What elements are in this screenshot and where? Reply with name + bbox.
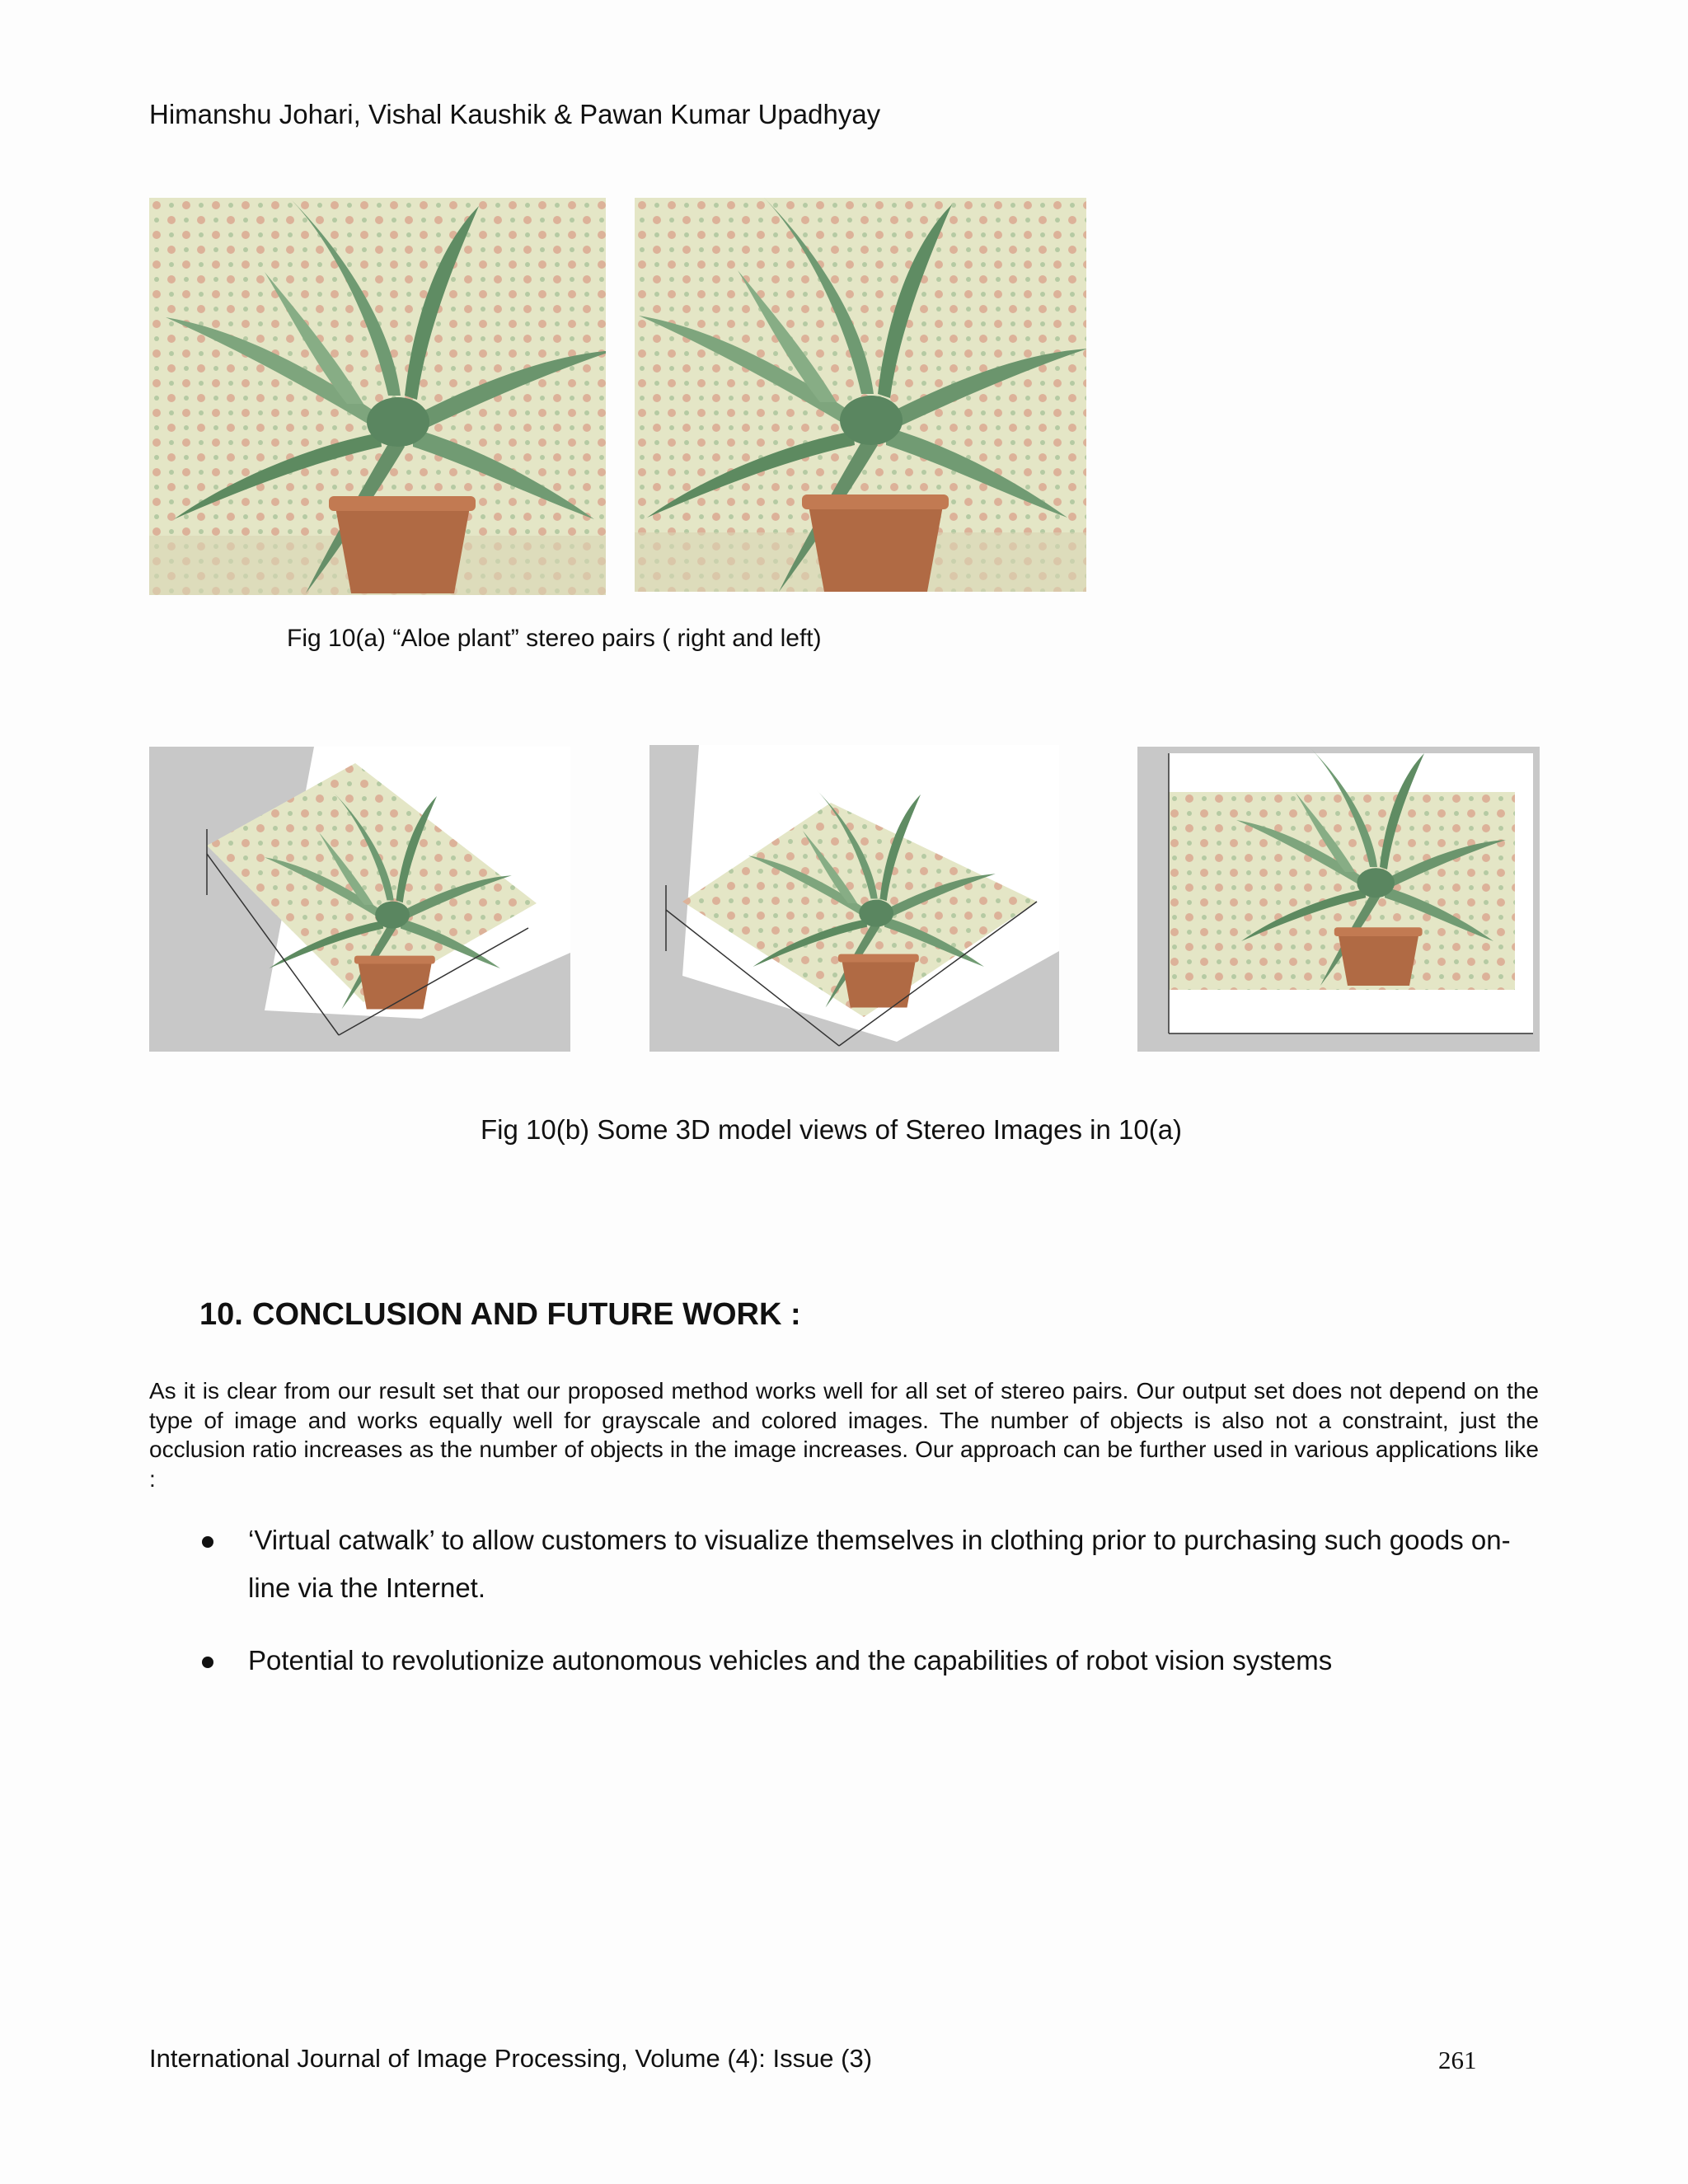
list-item-text: ‘Virtual catwalk’ to allow customers to visualize themselves in clothing prior to purchasing such goods on-line via the Internet. [248,1525,1511,1603]
section-heading [199,1297,801,1333]
figure-b-view-3 [1137,747,1540,1052]
list-item [149,1516,1542,1612]
figure-b-view-2 [649,745,1059,1052]
figure-a-caption: Fig 10(a) “Aloe plant” stereo pairs ( right and left) [287,625,822,652]
footer-journal: International Journal of Image Processing, Volume (4): Issue (3) [149,2044,873,2073]
figure-b-view-1 [149,747,570,1052]
list-item [149,1637,1542,1685]
figure-b-caption: Fig 10(b) Some 3D model views of Stereo Images in 10(a) [481,1114,1183,1145]
bullet-icon [202,1657,213,1668]
section-title: CONCLUSION AND FUTURE WORK : [252,1297,801,1332]
section-number: 10. [199,1297,243,1332]
list-item-text: Potential to revolutionize autonomous vehicles and the capabilities of robot vision systems [248,1645,1333,1675]
page-number: 261 [1438,2046,1477,2074]
figure-a-left-image [635,198,1086,592]
figure-a-right-image [149,198,606,595]
conclusion-paragraph: As it is clear from our result set that our proposed method works well for all set of stereo pairs. Our output set does not depend on the type of image and works equally well for grayscale and colored images. The number of objects is also not a constraint, just the occlusion ratio increases as the number of objects in the image increases. Our approach can be further used in various applications like : [149,1378,1539,1492]
bullet-icon [202,1536,213,1548]
running-head-authors: Himanshu Johari, Vishal Kaushik & Pawan Kumar Upadhyay [149,99,881,129]
applications-list [149,1516,1542,1709]
